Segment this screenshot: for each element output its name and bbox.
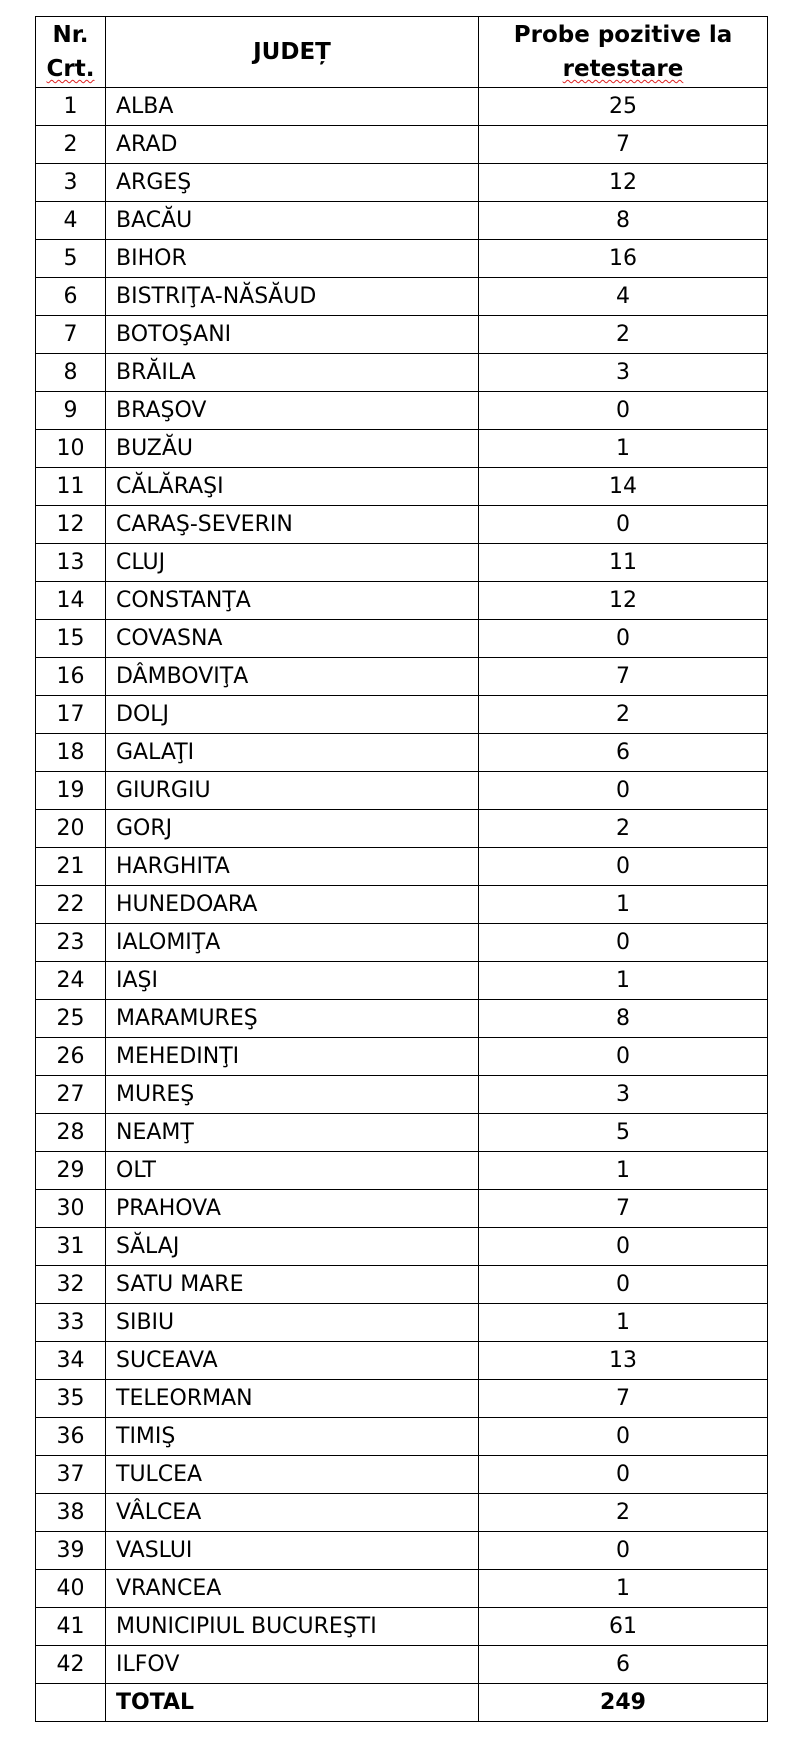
row-county-cell: TULCEA bbox=[106, 1456, 479, 1494]
row-nr-cell: 19 bbox=[36, 772, 106, 810]
table-row bbox=[36, 620, 768, 658]
row-value-cell: 2 bbox=[479, 316, 768, 354]
header-positive-samples bbox=[479, 17, 768, 88]
row-county-cell: BIHOR bbox=[106, 240, 479, 278]
table-row bbox=[36, 202, 768, 240]
row-nr-cell: 5 bbox=[36, 240, 106, 278]
row-nr-cell: 33 bbox=[36, 1304, 106, 1342]
row-nr-cell: 25 bbox=[36, 1000, 106, 1038]
row-nr-cell: 10 bbox=[36, 430, 106, 468]
table-row bbox=[36, 658, 768, 696]
row-county-cell: SATU MARE bbox=[106, 1266, 479, 1304]
row-nr-cell: 12 bbox=[36, 506, 106, 544]
row-county-cell: VÂLCEA bbox=[106, 1494, 479, 1532]
row-value-cell: 0 bbox=[479, 924, 768, 962]
row-value-cell: 8 bbox=[479, 1000, 768, 1038]
row-value-cell: 7 bbox=[479, 126, 768, 164]
row-nr-cell: 20 bbox=[36, 810, 106, 848]
table-row bbox=[36, 886, 768, 924]
header-county: JUDEȚ bbox=[106, 17, 479, 88]
row-value-cell: 7 bbox=[479, 658, 768, 696]
row-value-cell: 3 bbox=[479, 354, 768, 392]
row-county-cell: PRAHOVA bbox=[106, 1190, 479, 1228]
table-row bbox=[36, 772, 768, 810]
row-nr-cell: 15 bbox=[36, 620, 106, 658]
row-county-cell: BACĂU bbox=[106, 202, 479, 240]
row-value-cell: 1 bbox=[479, 1570, 768, 1608]
row-nr-cell: 26 bbox=[36, 1038, 106, 1076]
row-value-cell: 0 bbox=[479, 506, 768, 544]
row-county-cell: ARGEŞ bbox=[106, 164, 479, 202]
total-label: TOTAL bbox=[106, 1684, 479, 1722]
row-nr-cell: 22 bbox=[36, 886, 106, 924]
row-county-cell: DOLJ bbox=[106, 696, 479, 734]
table-row bbox=[36, 1532, 768, 1570]
row-nr-cell: 28 bbox=[36, 1114, 106, 1152]
row-nr-cell: 32 bbox=[36, 1266, 106, 1304]
table-body bbox=[36, 88, 768, 1684]
table-header bbox=[36, 17, 768, 88]
row-value-cell: 16 bbox=[479, 240, 768, 278]
table-row bbox=[36, 1038, 768, 1076]
row-value-cell: 2 bbox=[479, 810, 768, 848]
table-row bbox=[36, 430, 768, 468]
table-row bbox=[36, 126, 768, 164]
row-nr-cell: 41 bbox=[36, 1608, 106, 1646]
table-row bbox=[36, 1114, 768, 1152]
row-nr-cell: 17 bbox=[36, 696, 106, 734]
row-value-cell: 12 bbox=[479, 164, 768, 202]
header-nr-crt bbox=[36, 17, 106, 88]
row-county-cell: BOTOŞANI bbox=[106, 316, 479, 354]
table-row bbox=[36, 1304, 768, 1342]
table-row bbox=[36, 810, 768, 848]
row-value-cell: 0 bbox=[479, 392, 768, 430]
table-row bbox=[36, 278, 768, 316]
table-row bbox=[36, 1418, 768, 1456]
table-row bbox=[36, 316, 768, 354]
row-county-cell: MUNICIPIUL BUCUREŞTI bbox=[106, 1608, 479, 1646]
row-county-cell: IALOMIŢA bbox=[106, 924, 479, 962]
table-row bbox=[36, 1152, 768, 1190]
row-nr-cell: 31 bbox=[36, 1228, 106, 1266]
row-county-cell: VRANCEA bbox=[106, 1570, 479, 1608]
row-nr-cell: 37 bbox=[36, 1456, 106, 1494]
header-row bbox=[36, 17, 768, 88]
header-value-line2: retestare bbox=[562, 56, 684, 82]
table-row bbox=[36, 240, 768, 278]
row-county-cell: BUZĂU bbox=[106, 430, 479, 468]
table-row bbox=[36, 1000, 768, 1038]
row-value-cell: 8 bbox=[479, 202, 768, 240]
row-county-cell: BRĂILA bbox=[106, 354, 479, 392]
row-nr-cell: 11 bbox=[36, 468, 106, 506]
table-row bbox=[36, 962, 768, 1000]
table-row bbox=[36, 354, 768, 392]
row-county-cell: MARAMUREŞ bbox=[106, 1000, 479, 1038]
row-value-cell: 7 bbox=[479, 1380, 768, 1418]
row-value-cell: 3 bbox=[479, 1076, 768, 1114]
row-nr-cell: 42 bbox=[36, 1646, 106, 1684]
row-county-cell: BISTRIŢA-NĂSĂUD bbox=[106, 278, 479, 316]
row-county-cell: MUREŞ bbox=[106, 1076, 479, 1114]
row-county-cell: HARGHITA bbox=[106, 848, 479, 886]
table-row bbox=[36, 392, 768, 430]
table-row bbox=[36, 88, 768, 126]
table-row bbox=[36, 734, 768, 772]
row-value-cell: 2 bbox=[479, 1494, 768, 1532]
row-value-cell: 1 bbox=[479, 430, 768, 468]
row-value-cell: 1 bbox=[479, 886, 768, 924]
row-value-cell: 0 bbox=[479, 1456, 768, 1494]
row-nr-cell: 35 bbox=[36, 1380, 106, 1418]
row-value-cell: 1 bbox=[479, 962, 768, 1000]
table-row bbox=[36, 582, 768, 620]
row-nr-cell: 7 bbox=[36, 316, 106, 354]
header-nr-line2: Crt. bbox=[46, 56, 95, 82]
row-nr-cell: 29 bbox=[36, 1152, 106, 1190]
header-nr-line1: Nr. bbox=[52, 22, 89, 48]
row-county-cell: NEAMŢ bbox=[106, 1114, 479, 1152]
row-county-cell: IAŞI bbox=[106, 962, 479, 1000]
row-value-cell: 0 bbox=[479, 772, 768, 810]
row-value-cell: 4 bbox=[479, 278, 768, 316]
table-row bbox=[36, 1228, 768, 1266]
row-county-cell: CONSTANŢA bbox=[106, 582, 479, 620]
row-county-cell: CLUJ bbox=[106, 544, 479, 582]
row-nr-cell: 40 bbox=[36, 1570, 106, 1608]
row-county-cell: SĂLAJ bbox=[106, 1228, 479, 1266]
row-nr-cell: 8 bbox=[36, 354, 106, 392]
total-value: 249 bbox=[479, 1684, 768, 1722]
row-county-cell: BRAŞOV bbox=[106, 392, 479, 430]
row-county-cell: ARAD bbox=[106, 126, 479, 164]
row-county-cell: VASLUI bbox=[106, 1532, 479, 1570]
row-county-cell: CARAŞ-SEVERIN bbox=[106, 506, 479, 544]
row-county-cell: SIBIU bbox=[106, 1304, 479, 1342]
row-value-cell: 6 bbox=[479, 1646, 768, 1684]
table-row bbox=[36, 1456, 768, 1494]
row-value-cell: 7 bbox=[479, 1190, 768, 1228]
row-nr-cell: 18 bbox=[36, 734, 106, 772]
row-value-cell: 0 bbox=[479, 848, 768, 886]
row-value-cell: 6 bbox=[479, 734, 768, 772]
row-nr-cell: 4 bbox=[36, 202, 106, 240]
row-county-cell: GORJ bbox=[106, 810, 479, 848]
table-footer bbox=[36, 1684, 768, 1722]
table-row bbox=[36, 468, 768, 506]
table-row bbox=[36, 1190, 768, 1228]
row-county-cell: DÂMBOVIŢA bbox=[106, 658, 479, 696]
row-nr-cell: 39 bbox=[36, 1532, 106, 1570]
table-row bbox=[36, 544, 768, 582]
row-nr-cell: 24 bbox=[36, 962, 106, 1000]
table-row bbox=[36, 1076, 768, 1114]
row-nr-cell: 6 bbox=[36, 278, 106, 316]
table-row bbox=[36, 1266, 768, 1304]
row-county-cell: TELEORMAN bbox=[106, 1380, 479, 1418]
total-nr-cell bbox=[36, 1684, 106, 1722]
row-value-cell: 0 bbox=[479, 1532, 768, 1570]
row-value-cell: 14 bbox=[479, 468, 768, 506]
table-row bbox=[36, 506, 768, 544]
row-value-cell: 12 bbox=[479, 582, 768, 620]
table-row bbox=[36, 1646, 768, 1684]
row-nr-cell: 14 bbox=[36, 582, 106, 620]
table-row bbox=[36, 696, 768, 734]
row-value-cell: 13 bbox=[479, 1342, 768, 1380]
table-row bbox=[36, 848, 768, 886]
table-row bbox=[36, 164, 768, 202]
table-row bbox=[36, 924, 768, 962]
row-value-cell: 11 bbox=[479, 544, 768, 582]
row-value-cell: 0 bbox=[479, 620, 768, 658]
row-nr-cell: 34 bbox=[36, 1342, 106, 1380]
row-nr-cell: 21 bbox=[36, 848, 106, 886]
header-value-line1: Probe pozitive la bbox=[513, 22, 733, 48]
row-county-cell: GALAŢI bbox=[106, 734, 479, 772]
row-county-cell: OLT bbox=[106, 1152, 479, 1190]
row-county-cell: CĂLĂRAŞI bbox=[106, 468, 479, 506]
row-value-cell: 1 bbox=[479, 1152, 768, 1190]
row-nr-cell: 30 bbox=[36, 1190, 106, 1228]
row-value-cell: 25 bbox=[479, 88, 768, 126]
row-value-cell: 0 bbox=[479, 1266, 768, 1304]
row-county-cell: MEHEDINŢI bbox=[106, 1038, 479, 1076]
row-nr-cell: 16 bbox=[36, 658, 106, 696]
row-county-cell: GIURGIU bbox=[106, 772, 479, 810]
table-row bbox=[36, 1342, 768, 1380]
total-row bbox=[36, 1684, 768, 1722]
row-nr-cell: 2 bbox=[36, 126, 106, 164]
table-row bbox=[36, 1608, 768, 1646]
positive-retest-table bbox=[35, 16, 768, 1722]
row-nr-cell: 38 bbox=[36, 1494, 106, 1532]
table-row bbox=[36, 1570, 768, 1608]
row-nr-cell: 9 bbox=[36, 392, 106, 430]
table-row bbox=[36, 1380, 768, 1418]
row-value-cell: 0 bbox=[479, 1038, 768, 1076]
row-county-cell: ALBA bbox=[106, 88, 479, 126]
row-nr-cell: 23 bbox=[36, 924, 106, 962]
row-value-cell: 1 bbox=[479, 1304, 768, 1342]
row-nr-cell: 27 bbox=[36, 1076, 106, 1114]
row-county-cell: COVASNA bbox=[106, 620, 479, 658]
row-value-cell: 0 bbox=[479, 1418, 768, 1456]
row-nr-cell: 1 bbox=[36, 88, 106, 126]
row-county-cell: ILFOV bbox=[106, 1646, 479, 1684]
row-value-cell: 61 bbox=[479, 1608, 768, 1646]
row-value-cell: 2 bbox=[479, 696, 768, 734]
row-value-cell: 0 bbox=[479, 1228, 768, 1266]
row-nr-cell: 13 bbox=[36, 544, 106, 582]
table-row bbox=[36, 1494, 768, 1532]
row-county-cell: HUNEDOARA bbox=[106, 886, 479, 924]
row-value-cell: 5 bbox=[479, 1114, 768, 1152]
row-county-cell: SUCEAVA bbox=[106, 1342, 479, 1380]
row-nr-cell: 36 bbox=[36, 1418, 106, 1456]
row-county-cell: TIMIŞ bbox=[106, 1418, 479, 1456]
row-nr-cell: 3 bbox=[36, 164, 106, 202]
